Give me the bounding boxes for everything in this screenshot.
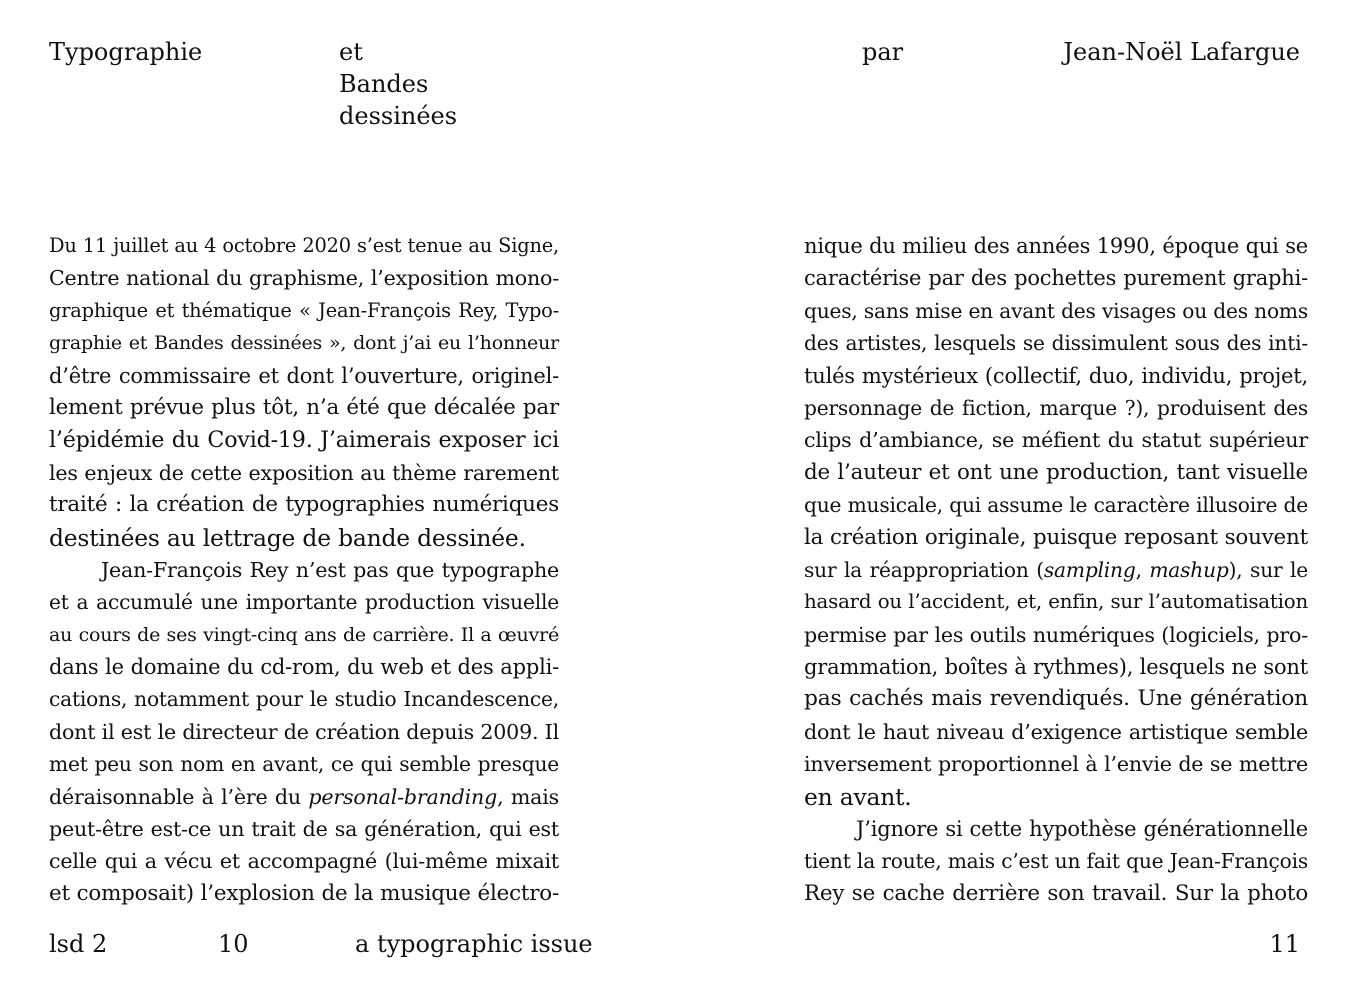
- text-line: la création originale, puisque reposant souvent: [804, 524, 1308, 550]
- text-line: les enjeux de cette exposition au thème rarement: [49, 460, 559, 485]
- text-line: au cours de ses vingt-cinq ans de carrière. Il a œuvré: [49, 623, 559, 646]
- title-word: et: [339, 38, 363, 66]
- text-line: Centre national du graphisme, l’exposition mono-: [49, 266, 559, 291]
- text-line: tulés mystérieux (collectif, duo, individu, projet,: [804, 363, 1308, 388]
- italic-term: mashup: [1149, 557, 1229, 582]
- paragraph-start-line: J’ignore si cette hypothèse générationnelle: [856, 817, 1308, 842]
- text-line: d’être commissaire et dont l’ouverture, originel-: [49, 363, 559, 388]
- text-line: grammation, boîtes à rythmes), lesquels ne sont: [804, 655, 1308, 680]
- text-line: personnage de fiction, marque ?), produisent des: [804, 395, 1308, 420]
- text-run: , mais: [497, 784, 559, 809]
- text-line: de l’auteur et ont une production, tant visuelle: [804, 459, 1308, 485]
- text-run: ), sur le: [1228, 557, 1308, 582]
- text-line: graphique et thématique « Jean-François Rey, Typo-: [49, 298, 559, 322]
- text-line: que musicale, qui assume le caractère illusoire de: [804, 493, 1308, 518]
- journal-name: lsd 2: [49, 930, 108, 958]
- text-line: ques, sans mise en avant des visages ou des noms: [804, 298, 1308, 323]
- text-line: permise par les outils numériques (logiciels, pro-: [804, 622, 1308, 647]
- text-line: [804, 554, 1308, 586]
- text-line: pas cachés mais revendiqués. Une génération: [804, 686, 1308, 712]
- text-line: dans le domaine du cd-rom, du web et des appli-: [49, 655, 559, 680]
- text-run: sur la réappropriation (: [804, 557, 1044, 582]
- issue-subtitle: a typographic issue: [355, 930, 593, 958]
- title-word: Bandes: [339, 70, 429, 98]
- text-line: [49, 781, 559, 813]
- left-page-number: 10: [218, 930, 249, 958]
- text-line: dont il est le directeur de création depuis 2009. Il: [49, 719, 559, 744]
- text-line: peut-être est-ce un trait de sa génération, qui est: [49, 817, 559, 842]
- right-page-body: [804, 230, 1308, 910]
- text-line: graphie et Bandes dessinées », dont j’ai eu l’honneur: [49, 332, 559, 355]
- text-line: des artistes, lesquels se dissimulent sous des inti-: [804, 331, 1308, 356]
- text-line: tient la route, mais c’est un fait que Jean-François: [804, 849, 1308, 874]
- text-run: ,: [1135, 557, 1150, 582]
- running-title: Typographie: [49, 38, 203, 66]
- text-line: inversement proportionnel à l’envie de se mettre: [804, 752, 1308, 777]
- text-line: clips d’ambiance, se méfient du statut supérieur: [804, 428, 1308, 453]
- author-name: Jean-Noël Lafargue: [1063, 38, 1300, 66]
- text-line: celle qui a vécu et accompagné (lui-même mixait: [49, 849, 559, 874]
- text-line: cations, notamment pour le studio Incandescence,: [49, 687, 559, 712]
- paragraph-start-line: Jean-François Rey n’est pas que typographe: [101, 557, 559, 582]
- text-line: traité : la création de typographies numériques: [49, 492, 559, 518]
- text-line: lement prévue plus tôt, n’a été que décalée par: [49, 394, 559, 420]
- text-line: et a accumulé une importante production visuelle: [49, 590, 559, 615]
- text-line: hasard ou l’accident, et, enfin, sur l’automatisation: [804, 590, 1308, 614]
- text-run: déraisonnable à l’ère du: [49, 784, 309, 809]
- italic-term: personal-branding: [308, 784, 498, 809]
- title-word: dessinées: [339, 102, 458, 130]
- italic-term: sampling: [1043, 557, 1136, 582]
- paragraph-end-line: destinées au lettrage de bande dessinée.: [49, 523, 526, 552]
- text-line: caractérise par des pochettes purement graphi-: [804, 266, 1308, 291]
- text-line: dont le haut niveau d’exigence artistique semble: [804, 719, 1308, 744]
- text-line: et composait) l’explosion de la musique électro-: [49, 880, 559, 906]
- text-line: l’épidémie du Covid-19. J’aimerais exposer ici: [49, 427, 559, 454]
- left-page-body: [49, 230, 559, 910]
- byline-par: par: [862, 38, 904, 66]
- right-page-number: 11: [1269, 930, 1300, 958]
- text-line: met peu son nom en avant, ce qui semble presque: [49, 752, 559, 777]
- text-line: Rey se cache derrière son travail. Sur la photo: [804, 880, 1308, 906]
- running-title-continued: [339, 36, 457, 132]
- paragraph-end-line: en avant.: [804, 782, 912, 811]
- text-line: Du 11 juillet au 4 octobre 2020 s’est tenue au Signe,: [49, 234, 559, 257]
- text-line: nique du milieu des années 1990, époque qui se: [804, 234, 1308, 258]
